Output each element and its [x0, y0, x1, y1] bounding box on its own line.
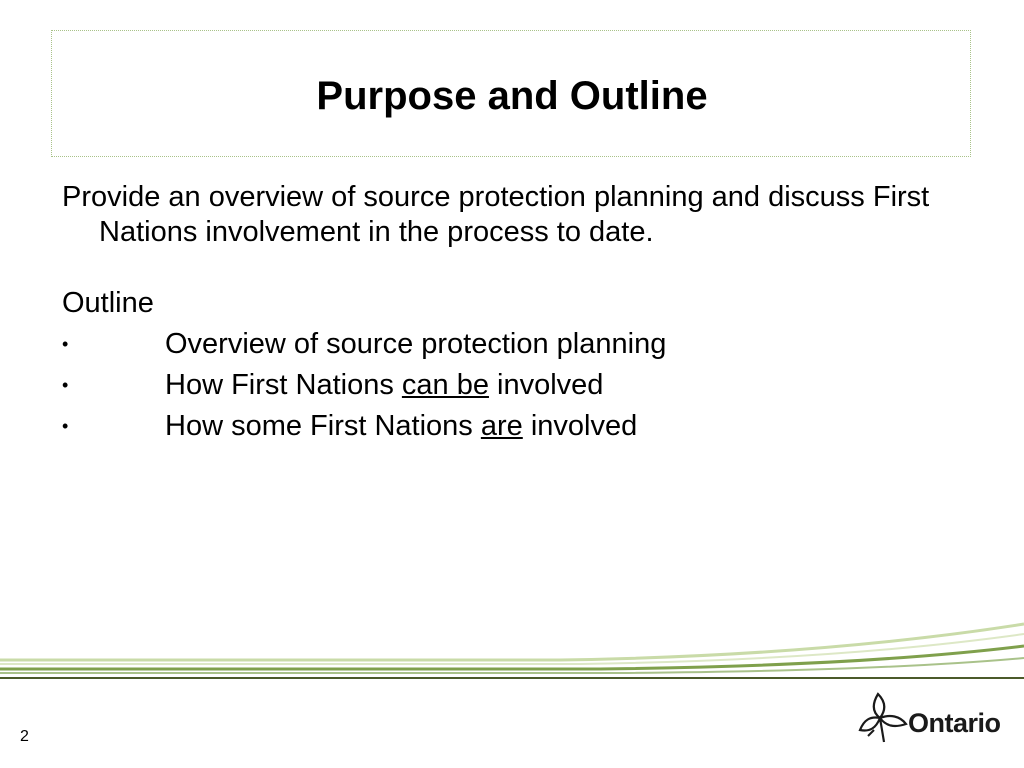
logo-wordmark: Ontario — [908, 708, 1001, 738]
trillium-icon — [858, 690, 910, 746]
bullet-icon: • — [62, 375, 69, 395]
footer-decorative-lines — [0, 618, 1024, 682]
outline-item-underlined-text: are — [480, 410, 523, 442]
outline-item-text: Overview of source protection planning — [165, 328, 667, 360]
ontario-logo — [858, 690, 1008, 746]
slide-title: Purpose and Outline — [316, 74, 708, 118]
outline-item-underlined-text: can be — [401, 369, 489, 401]
outline-item-text: involved — [522, 410, 638, 442]
outline-item — [62, 327, 982, 362]
outline-list — [62, 327, 982, 444]
bullet-icon: • — [62, 334, 69, 354]
purpose-paragraph: Provide an overview of source protection planning and discuss First Nations involvement in the process to date. — [62, 181, 930, 248]
outline-item — [62, 368, 982, 403]
page-number: 2 — [20, 728, 29, 745]
slide-body — [62, 180, 982, 450]
bullet-icon: • — [62, 416, 69, 436]
outline-item — [62, 409, 982, 444]
outline-item-text: How some First Nations — [165, 410, 481, 442]
outline-item-text: involved — [488, 369, 604, 401]
outline-heading: Outline — [62, 287, 154, 319]
outline-item-text: How First Nations — [165, 369, 402, 401]
